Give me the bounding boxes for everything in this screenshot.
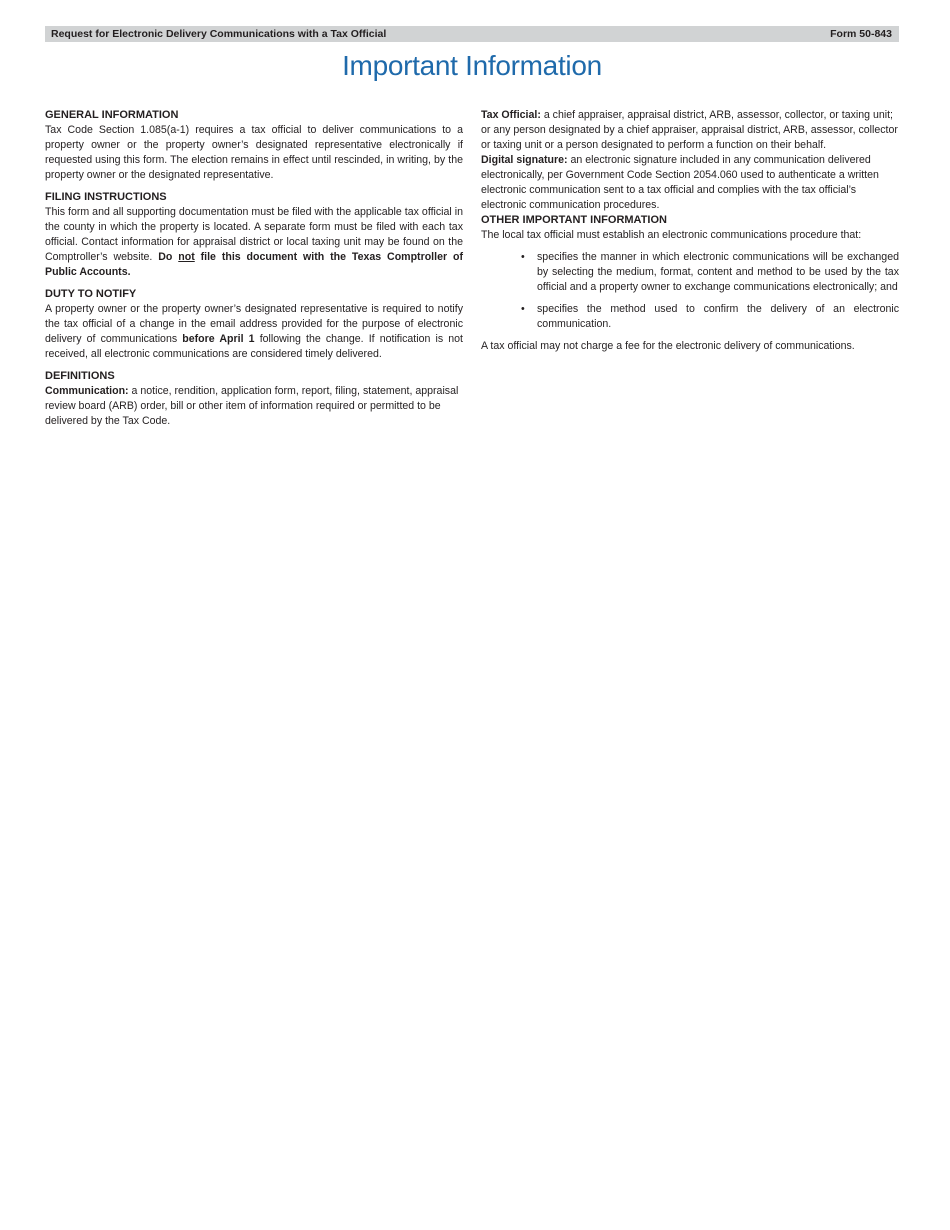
digital-signature-term: Digital signature: bbox=[481, 154, 568, 166]
other-information-closing: A tax official may not charge a fee for the electronic delivery of communications. bbox=[481, 340, 855, 352]
filing-instructions-text bbox=[45, 205, 463, 280]
general-information-heading: GENERAL INFORMATION bbox=[45, 109, 179, 121]
other-information-section bbox=[481, 213, 899, 354]
page-title: Important Information bbox=[342, 50, 602, 81]
general-information-section bbox=[45, 108, 463, 183]
filing-instructions-section bbox=[45, 190, 463, 280]
tax-official-definition: a chief appraiser, appraisal district, ARB, assessor, collector, or taxing unit; or any person designated by a chief appraiser, appraisal district, ARB, assessor, collector or taxing unit or a person designated to perform a function on their behalf. bbox=[481, 109, 898, 151]
definition-digital-signature bbox=[481, 153, 899, 213]
other-information-intro: The local tax official must establish an electronic communications procedure that: bbox=[481, 229, 862, 241]
form-name: Request for Electronic Delivery Communications with a Tax Official bbox=[51, 28, 387, 40]
list-item-text: specifies the manner in which electronic communications will be exchanged by selecting the medium, format, content and method to be used by the tax official and a property owner to exchange communications electronically; and bbox=[537, 251, 899, 293]
duty-to-notify-heading: DUTY TO NOTIFY bbox=[45, 288, 137, 300]
tax-official-term: Tax Official: bbox=[481, 109, 541, 121]
duty-text-before: A property owner or the property owner’s designated representative is required to notify the tax official of a change in the email address provided for the purpose of electronic delivery of communications bbox=[45, 303, 463, 345]
list-item-text: specifies the method used to confirm the delivery of an electronic communication. bbox=[537, 303, 899, 330]
filing-bold-rest: file this document with the Texas Comptroller of Public Accounts. bbox=[45, 251, 463, 278]
duty-to-notify-text bbox=[45, 302, 463, 362]
list-item bbox=[521, 250, 899, 295]
procedure-list bbox=[481, 250, 899, 332]
filing-instructions-body: This form and all supporting documentation must be filed with the applicable tax official in the county in which the property is located. A separate form must be filed with each tax official. Contact information for appraisal district or local taxing unit may be found on the Comptroller’s website. bbox=[45, 206, 463, 263]
form-number: Form 50-843 bbox=[830, 28, 892, 40]
filing-do: Do bbox=[158, 251, 173, 263]
general-information-text: Tax Code Section 1.085(a-1) requires a tax official to deliver communications to a property owner or the property owner’s designated representative electronically if requested using this form. The election remains in effect until rescinded, in writing, by the property owner or the designated representative. bbox=[45, 124, 463, 181]
left-column bbox=[45, 108, 463, 429]
filing-instructions-heading: FILING INSTRUCTIONS bbox=[45, 191, 167, 203]
definition-communication bbox=[45, 384, 463, 429]
digital-signature-definition: an electronic signature included in any communication delivered electronically, per Government Code Section 2054.060 used to authenticate a written electronic communication sent to a tax official and complies with the tax official’s electronic communication procedures. bbox=[481, 154, 879, 211]
definitions-section bbox=[45, 369, 463, 429]
communication-term: Communication: bbox=[45, 385, 129, 397]
other-information-heading: OTHER IMPORTANT INFORMATION bbox=[481, 214, 667, 226]
duty-to-notify-section bbox=[45, 287, 463, 362]
definitions-heading: DEFINITIONS bbox=[45, 370, 115, 382]
duty-deadline: before April 1 bbox=[182, 333, 255, 345]
right-column bbox=[481, 108, 899, 354]
filing-not: not bbox=[178, 251, 195, 263]
form-header-bar bbox=[45, 26, 899, 42]
bullet-icon: • bbox=[521, 303, 525, 315]
communication-definition: a notice, rendition, application form, report, filing, statement, appraisal review board (ARB) order, bill or other item of information required or permitted to be delivered by the Tax Code. bbox=[45, 385, 459, 427]
bullet-icon: • bbox=[521, 251, 525, 263]
list-item bbox=[521, 302, 899, 332]
duty-text-after: following the change. If notification is not received, all electronic communications are considered timely delivered. bbox=[45, 333, 463, 360]
definition-tax-official bbox=[481, 108, 899, 153]
